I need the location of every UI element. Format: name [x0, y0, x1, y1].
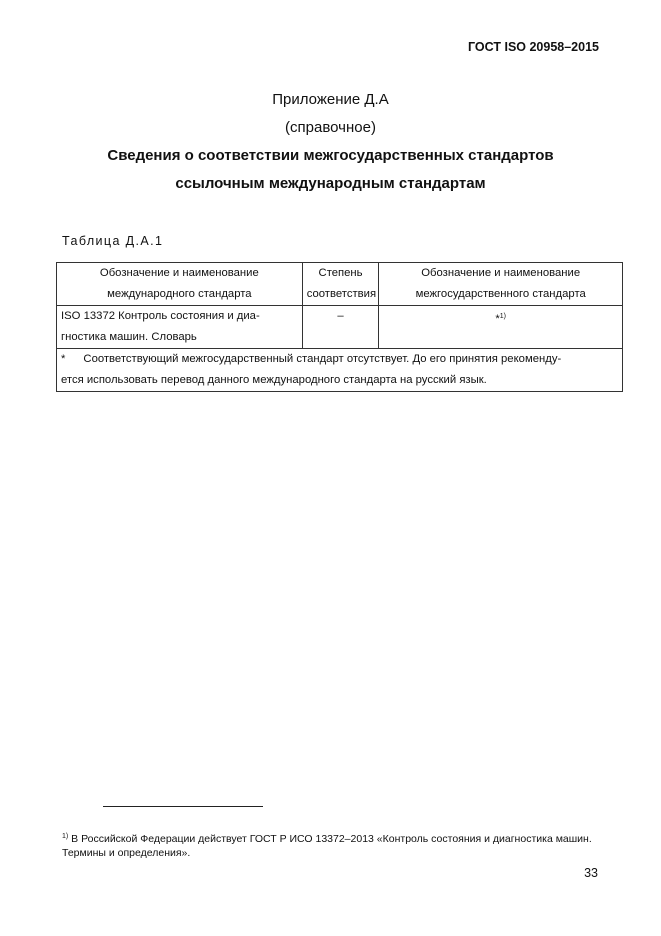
- cell-interstate-star: *: [495, 313, 500, 325]
- footnote: [62, 830, 607, 860]
- header-interstate: [379, 263, 623, 306]
- header-degree-line2: соответствия: [306, 288, 377, 300]
- header-degree-line1: Степень: [318, 267, 363, 279]
- page-number: 33: [584, 866, 598, 880]
- note-star: *: [61, 353, 66, 365]
- header-international-line1: Обозначение и наименование: [99, 267, 259, 279]
- note-line2: ется использовать перевод данного международного стандарта на русский язык.: [61, 374, 487, 386]
- annex-heading-line1: Сведения о соответствии межгосударственных стандартов: [107, 147, 554, 164]
- table-note: [57, 349, 623, 392]
- cell-interstate-footnote-mark: 1): [499, 313, 506, 320]
- footnote-divider: [103, 806, 263, 807]
- cell-international-line2: гностика машин. Словарь: [61, 331, 197, 343]
- cell-interstate: [379, 306, 623, 349]
- annex-heading-line2: ссылочным международным стандартам: [175, 175, 486, 192]
- correspondence-table: [56, 262, 623, 392]
- footnote-mark: 1): [62, 833, 69, 840]
- cell-international: [57, 306, 303, 349]
- header-interstate-line2: межгосударственного стандарта: [415, 288, 586, 300]
- annex-title-block: [0, 86, 661, 198]
- annex-title: Приложение Д.А: [272, 91, 389, 108]
- cell-degree: –: [302, 306, 379, 349]
- header-degree: [302, 263, 379, 306]
- cell-international-line1: ISO 13372 Контроль состояния и диа-: [61, 310, 260, 322]
- table-caption: Таблица Д.А.1: [62, 234, 164, 248]
- annex-subtitle: (справочное): [285, 119, 376, 136]
- note-line1: Соответствующий межгосударственный стандарт отсутствует. До его принятия рекоменду-: [83, 353, 562, 365]
- table-header-row: [57, 263, 623, 306]
- header-interstate-line1: Обозначение и наименование: [421, 267, 581, 279]
- footnote-text: В Российской Федерации действует ГОСТ Р ИСО 13372–2013 «Контроль состояния и диагностика машин. Термины и определения».: [62, 833, 592, 859]
- header-international: [57, 263, 303, 306]
- header-international-line2: международного стандарта: [107, 288, 252, 300]
- table-row: [57, 306, 623, 349]
- table-note-row: [57, 349, 623, 392]
- document-code: ГОСТ ISO 20958–2015: [468, 40, 599, 54]
